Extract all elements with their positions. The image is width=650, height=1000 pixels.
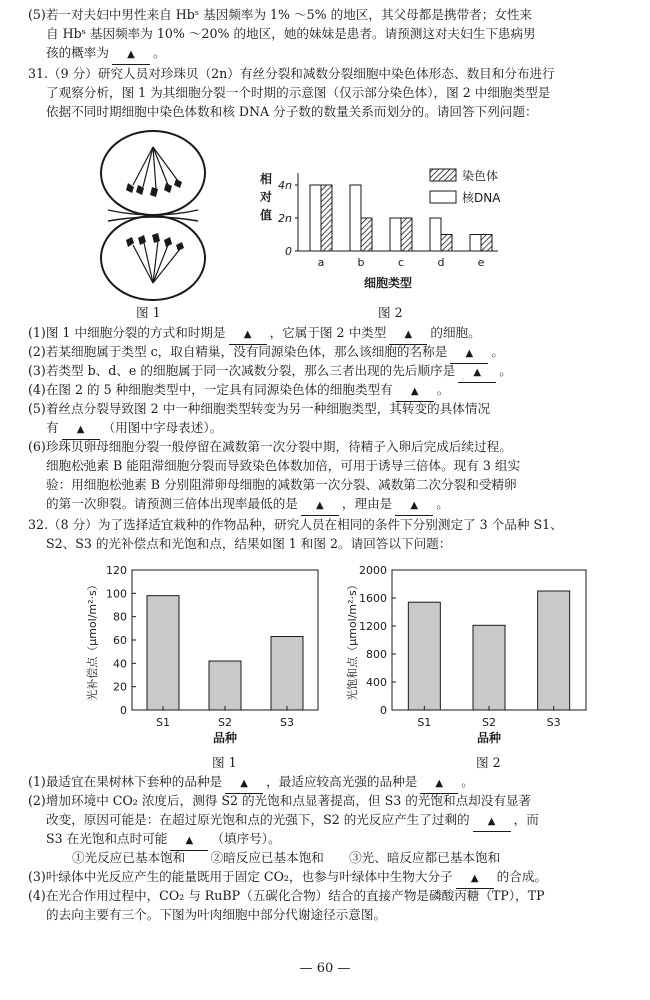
bar-chromosome-d xyxy=(441,235,452,252)
x-tick-label: S2 xyxy=(218,716,232,729)
y-tick-label: 100 xyxy=(106,587,127,601)
answer-blank xyxy=(458,364,496,383)
text: (2)若某细胞属于类型 c，取自精巢，没有同源染色体，那么该细胞的名称是 xyxy=(28,344,448,359)
x-tick-label: S1 xyxy=(417,716,432,729)
text: S3 在光饱和点时可能 xyxy=(46,831,168,846)
text: 。 xyxy=(461,774,474,789)
text: (3)叶绿体中光反应产生的能量既用于固定 CO₂，也参与叶绿体中生物大分子 xyxy=(28,869,453,884)
q31-sub-4 xyxy=(28,381,449,402)
bar-chromosome-a xyxy=(321,185,332,251)
q31-sub-2 xyxy=(28,343,504,364)
x-tick-label: e xyxy=(477,256,485,269)
page-number: — 60 — xyxy=(299,961,351,976)
bar-dna-b xyxy=(350,185,361,251)
text: (3)若类型 b、d、e 的细胞属于同一次减数分裂，那么三者出现的先后顺序是 xyxy=(28,363,456,378)
y-tick-label: 400 xyxy=(366,676,387,689)
x-axis-label: 品种 xyxy=(212,731,238,745)
y-tick-label: 2n xyxy=(278,212,292,225)
text: 的细胞。 xyxy=(430,325,481,340)
bar-chromosome-b xyxy=(361,218,372,251)
y-tick-label: 0 xyxy=(380,704,387,717)
y-tick-label: 2000 xyxy=(359,564,387,577)
q31-sub-5-cont xyxy=(46,419,222,440)
y-tick-label: 60 xyxy=(113,634,127,647)
q31-line-2: 了观察分析，图 1 为其细胞分裂一个时期的示意图（仅示部分染色体），图 2 中细胞类型是 xyxy=(46,85,551,100)
x-axis-label: 品种 xyxy=(476,731,502,745)
x-tick-label: S3 xyxy=(546,716,561,729)
text: 。 xyxy=(499,363,512,378)
text: (1)最适宜在果树林下套种的品种是 xyxy=(28,774,223,789)
legend-label-dna: 核DNA xyxy=(462,191,501,205)
q32-line-2: S2、S3 的光补偿点和光饱和点，结果如图 1 和图 2。请回答以下问题： xyxy=(46,536,452,551)
text: 的合成。 xyxy=(496,869,548,884)
y-tick-label: 40 xyxy=(113,657,127,671)
text: 。 xyxy=(436,382,450,397)
x-tick-label: S1 xyxy=(156,716,170,729)
text: （填序号）。 xyxy=(211,831,281,846)
q32-figure-1-chart xyxy=(70,560,320,750)
text: (1)图 1 中细胞分裂的方式和时期是 xyxy=(28,325,226,340)
q32-figure-2-chart xyxy=(330,560,590,750)
q32-sub-2-cont-1 xyxy=(46,811,539,832)
y-axis-label-char: 值 xyxy=(260,208,273,222)
q31-line-1: 31.（9 分）研究人员对珍珠贝（2n）有丝分裂和减数分裂细胞中染色体形态、数目和分布进行 xyxy=(28,66,555,81)
text: ，理由是 xyxy=(341,496,393,511)
answer-blank xyxy=(473,813,511,832)
q30-5-line-1: (5)若一对夫妇中男性来自 Hbˢ 基因频率为 1% ～5% 的地区，其父母都是携带者；女性来 xyxy=(28,7,533,22)
text: 改变，原因可能是：在超过原光饱和点的光强下，S2 的光反应产生了过剩的 xyxy=(46,812,470,827)
q31-figure-1-cell-diagram xyxy=(78,125,228,305)
y-tick-label: 0 xyxy=(285,245,292,258)
q31-figure-2-chart xyxy=(250,165,540,295)
q31-figure-1-caption: 图 1 xyxy=(136,305,161,320)
legend-label-chromosome: 染色体 xyxy=(462,169,499,183)
y-tick-label: 0 xyxy=(120,704,127,717)
y-tick-label: 120 xyxy=(106,564,127,577)
bar-S1 xyxy=(408,602,440,710)
q32-sub-2-options: ①光反应已基本饱和 ②暗反应已基本饱和 ③光、暗反应都已基本饱和 xyxy=(72,850,501,865)
text: ，最适应较高光强的品种是 xyxy=(266,774,418,789)
text: 。 xyxy=(491,344,504,359)
bar-chromosome-e xyxy=(481,235,492,252)
y-axis-label: 光补偿点（μmol/m²·s） xyxy=(86,579,99,701)
bar-dna-e xyxy=(470,235,481,252)
x-tick-label: c xyxy=(397,256,405,269)
q31-sub-6-cont-2: 验：用细胞松弛素 B 分别阻滞卵母细胞的减数第一次分裂、减数第二次分裂和受精卵 xyxy=(46,477,517,492)
x-tick-label: S3 xyxy=(280,716,294,729)
q31-sub-6-cont-1: 细胞松弛素 B 能阻滞细胞分裂而导致染色体数加倍，可用于诱导三倍体。现有 3 组实 xyxy=(46,458,521,473)
text: 的第一次卵裂。请预测三倍体出现率最低的是 xyxy=(46,496,298,511)
x-axis-label: 细胞类型 xyxy=(363,276,413,290)
y-axis-label: 光饱和点（μmol/m²·s） xyxy=(346,579,359,701)
bar-S2 xyxy=(473,625,505,710)
text: ，它属于图 2 中类型 xyxy=(269,325,387,340)
q31-sub-1 xyxy=(28,324,481,345)
q30-5-line-2: 自 Hbˢ 基因频率为 10% ～20% 的地区，她的妹妹是患者。请预测这对夫妇生下患病男 xyxy=(46,26,536,41)
text: 有 xyxy=(46,420,59,435)
q32-sub-4: (4)在光合作用过程中，CO₂ 与 RuBP（五碳化合物）结合的直接产物是磷酸丙糖（TP），TP xyxy=(28,888,545,903)
q30-5-line-3: 孩的概率为▲ 。 xyxy=(46,44,166,65)
q32-sub-1 xyxy=(28,773,474,794)
q31-sub-6-cont-3 xyxy=(46,495,449,516)
q31-sub-5: (5)着丝点分裂导致图 2 中一种细胞类型转变为另一种细胞类型，其转变的具体情况 xyxy=(28,401,491,416)
x-tick-label: d xyxy=(437,256,445,269)
y-tick-label: 4n xyxy=(278,179,292,192)
x-tick-label: S2 xyxy=(482,716,496,729)
bar-dna-d xyxy=(430,218,441,251)
x-tick-label: a xyxy=(317,256,325,269)
answer-blank xyxy=(301,497,339,516)
q32-sub-3 xyxy=(28,868,547,889)
q32-line-1: 32.（8 分）为了选择适宜栽种的作物品种，研究人员在相同的条件下分别测定了 3 个品种 S1、 xyxy=(28,517,563,532)
q32-sub-4-cont: 的去向主要有三个。下图为叶肉细胞中部分代谢途径示意图。 xyxy=(46,907,387,922)
answer-blank xyxy=(112,46,150,65)
bar-S1 xyxy=(147,596,179,710)
bar-S3 xyxy=(538,591,570,710)
q30-5-text: 孩的概率为 xyxy=(46,45,109,60)
y-axis-label-char: 相 xyxy=(260,172,273,186)
q32-sub-2-cont-2 xyxy=(46,830,281,851)
bar-S2 xyxy=(209,661,241,710)
q31-line-3: 依据不同时期细胞中染色体数和核 DNA 分子数的数量关系而划分的。请回答下列问题： xyxy=(46,104,538,119)
text: 。 xyxy=(436,496,449,511)
text: (4)在图 2 的 5 种细胞类型中，一定具有同源染色体的细胞类型有 xyxy=(28,382,393,397)
answer-blank xyxy=(395,497,433,516)
y-tick-label: 20 xyxy=(113,680,127,694)
y-tick-label: 800 xyxy=(366,648,387,661)
bar-S3 xyxy=(271,637,303,711)
bar-chromosome-c xyxy=(401,218,412,251)
q32-sub-2: (2)增加环境中 CO₂ 浓度后，测得 S2 的光饱和点显著提高，但 S3 的光饱和点却没有显著 xyxy=(28,793,532,808)
bar-dna-c xyxy=(390,218,401,251)
x-tick-label: b xyxy=(357,256,365,269)
y-axis-label-char: 对 xyxy=(260,190,273,204)
bar-dna-a xyxy=(310,185,321,251)
legend-swatch-dna xyxy=(430,191,456,203)
q31-sub-3 xyxy=(28,362,512,383)
y-tick-label: 80 xyxy=(113,610,127,624)
q32-figure-2-caption: 图 2 xyxy=(476,755,501,770)
q31-sub-6: (6)珍珠贝卵母细胞分裂一般停留在减数第一次分裂中期，待精子入卵后完成后续过程。 xyxy=(28,439,512,454)
y-tick-label: 1200 xyxy=(359,620,387,633)
q31-figure-2-caption: 图 2 xyxy=(378,305,403,320)
y-tick-label: 1600 xyxy=(359,592,387,605)
text: ，而 xyxy=(513,812,539,827)
text: （用图中字母表述）。 xyxy=(102,420,223,435)
legend-swatch-chromosome xyxy=(430,169,456,181)
q32-figure-1-caption: 图 1 xyxy=(212,755,237,770)
